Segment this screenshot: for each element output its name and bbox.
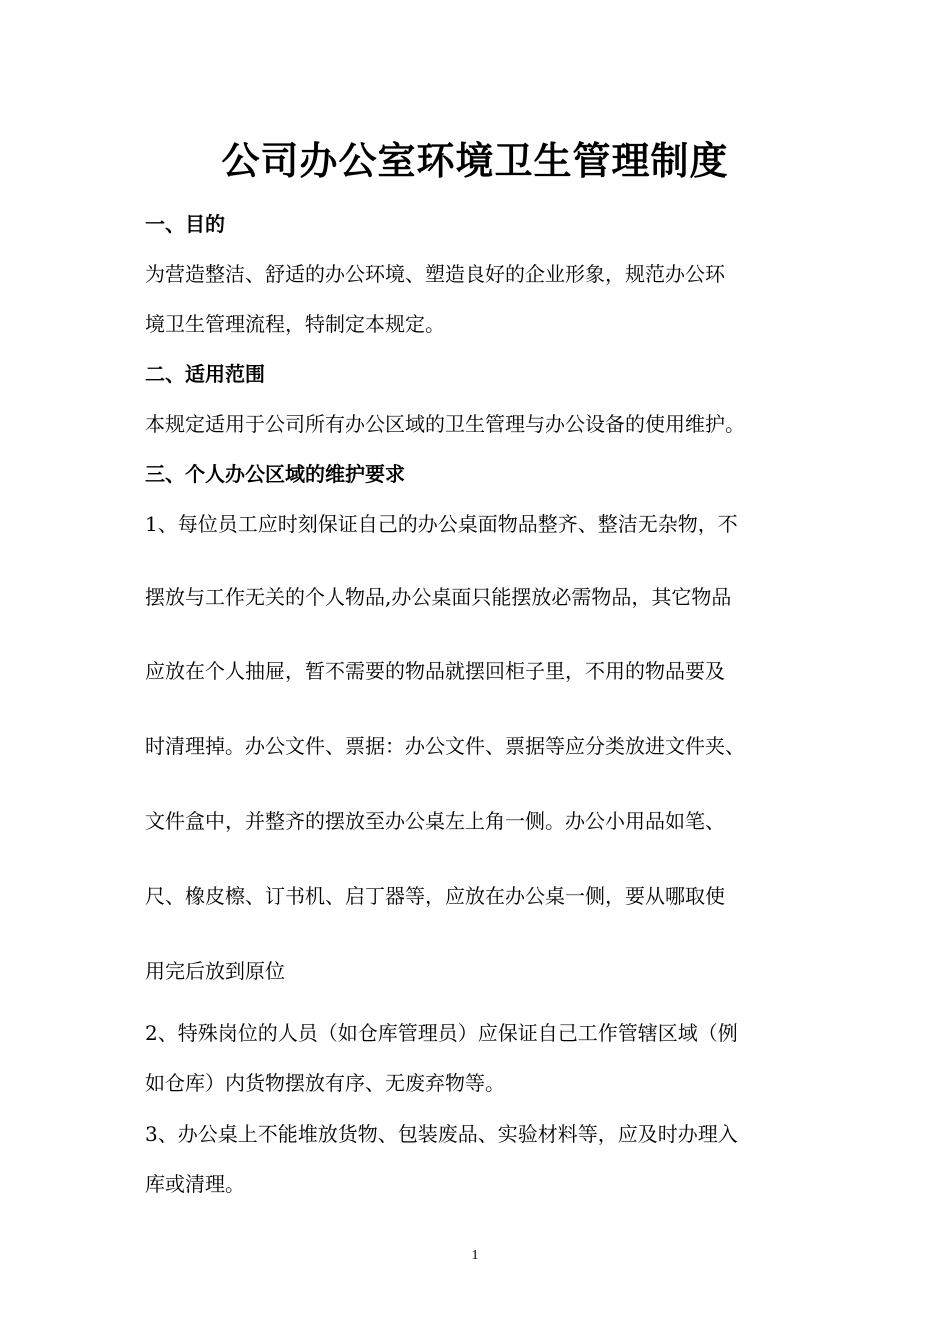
section-heading-scope: 二、适用范围 [145,362,265,386]
paragraph-line: 本规定适用于公司所有办公区域的卫生管理与办公设备的使用维护。 [145,412,745,436]
paragraph-line: 2、特殊岗位的人员（如仓库管理员）应保证自己工作管辖区域（例 [145,1021,738,1045]
paragraph-line: 尺、橡皮檫、订书机、启丁器等，应放在办公桌一侧，要从哪取使 [145,884,725,908]
paragraph-line: 用完后放到原位 [145,959,285,983]
section-heading-purpose: 一、目的 [145,212,225,236]
paragraph-line: 文件盒中，并整齐的摆放至办公桌左上角一侧。办公小用品如笔、 [145,809,725,833]
paragraph-line: 3、办公桌上不能堆放货物、包装废品、实验材料等，应及时办理入 [145,1122,738,1146]
paragraph-line: 如仓库）内货物摆放有序、无废弃物等。 [145,1071,505,1095]
section-heading-personal-area: 三、个人办公区域的维护要求 [145,462,405,486]
page-number: 1 [471,1248,479,1263]
paragraph-line: 1、每位员工应时刻保证自己的办公桌面物品整齐、整洁无杂物，不 [145,512,738,536]
paragraph-line: 摆放与工作无关的个人物品,办公桌面只能摆放必需物品，其它物品 [145,585,732,609]
paragraph-line: 为营造整洁、舒适的办公环境、塑造良好的企业形象，规范办公环 [145,262,725,286]
paragraph-line: 时清理掉。办公文件、票据：办公文件、票据等应分类放进文件夹、 [145,734,745,758]
paragraph-line: 库或清理。 [145,1172,245,1196]
paragraph-line: 应放在个人抽屉，暂不需要的物品就摆回柜子里，不用的物品要及 [145,659,725,683]
paragraph-line: 境卫生管理流程，特制定本规定。 [145,312,445,336]
document-title: 公司办公室环境卫生管理制度 [221,139,729,183]
